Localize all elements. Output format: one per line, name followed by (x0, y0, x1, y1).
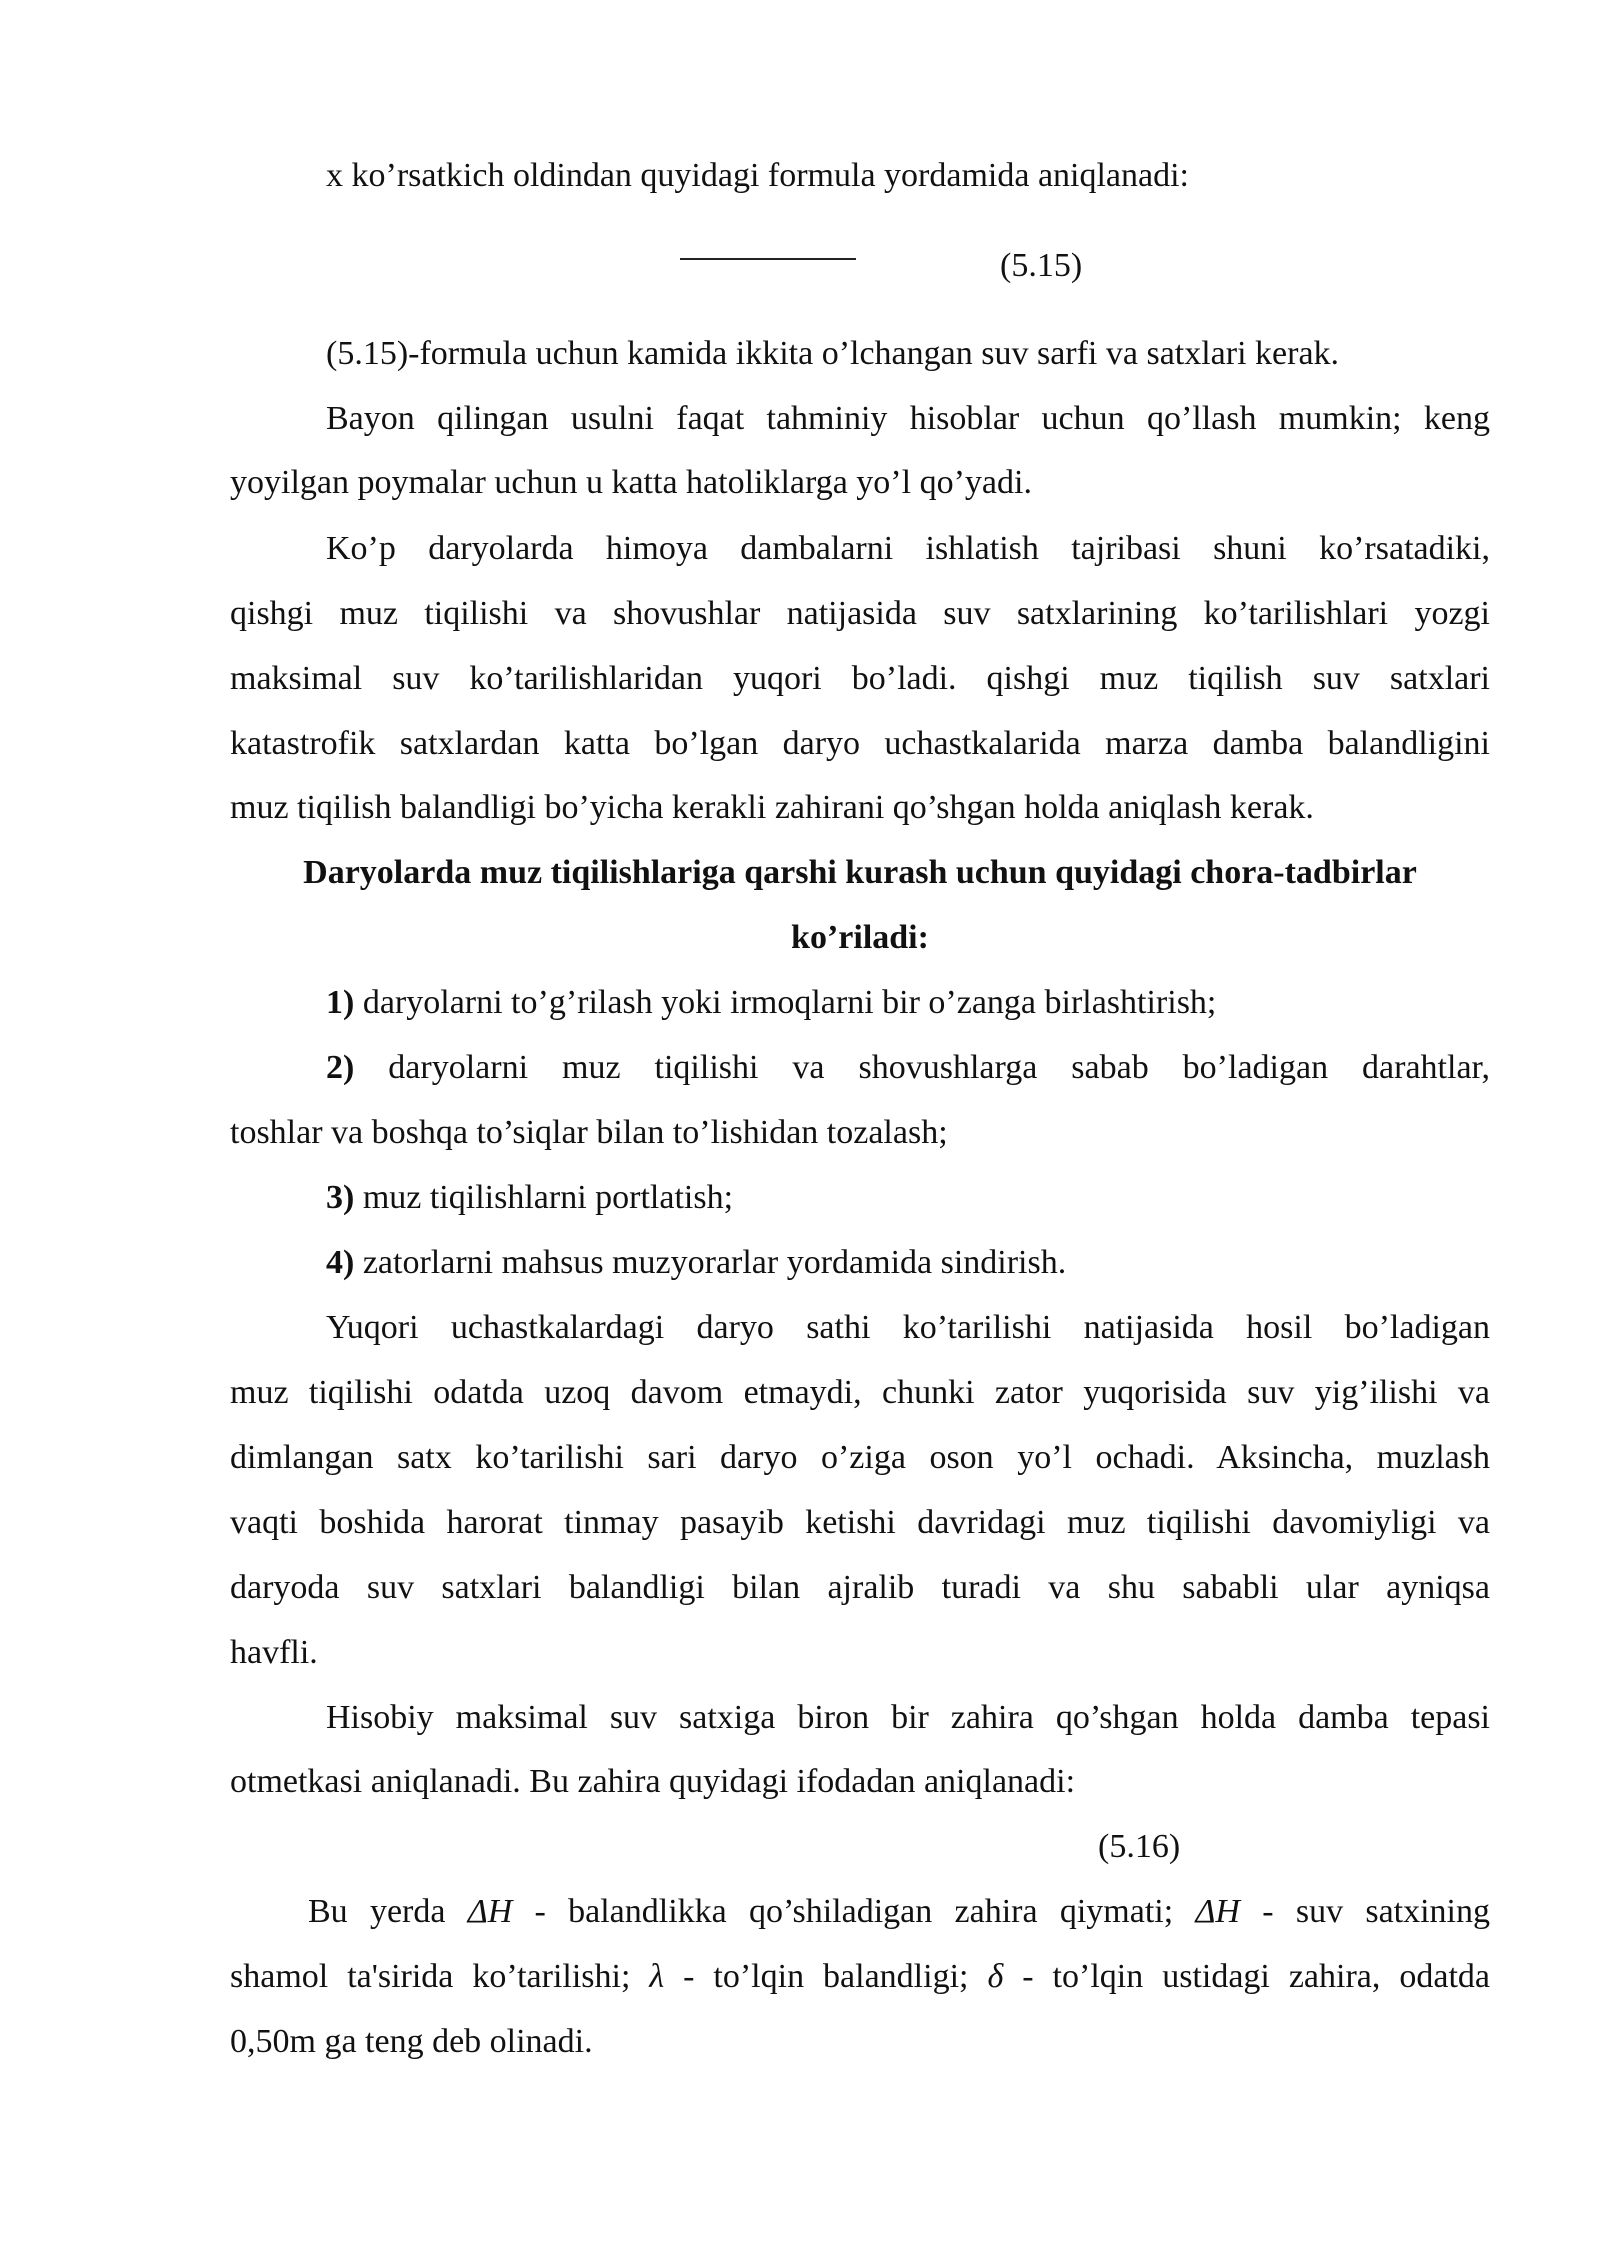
list-number: 2) (326, 1049, 355, 1086)
list-item (326, 1178, 1490, 1218)
lambda-symbol: λ (649, 1958, 665, 1995)
list-item-text: muz tiqilishlarni portlatish; (354, 1179, 734, 1216)
text-run: - suv satxining (1239, 1893, 1491, 1930)
equation-number-5-16: (5.16) (1098, 1828, 1181, 1865)
paragraph-line (308, 1892, 1490, 1932)
paragraph-line: dimlangan satx ko’tarilishi sari daryo o’ziga oson yo’l ochadi. Aksincha, muzlash (230, 1439, 1490, 1476)
list-number: 3) (326, 1179, 355, 1216)
section-heading-line: Daryolarda muz tiqilishlariga qarshi kurash uchun quyidagi chora-tadbirlar (303, 854, 1417, 891)
paragraph-line: qishgi muz tiqilishi va shovushlar natijasida suv satxlarining ko’tarilishlari yozgi (230, 595, 1490, 632)
document-page (230, 0, 1490, 2262)
paragraph-line: maksimal suv ko’tarilishlaridan yuqori bo’ladi. qishgi muz tiqilish suv satxlari (230, 660, 1490, 697)
delta-symbol: δ (987, 1958, 1004, 1995)
paragraph-line: yoyilgan poymalar uchun u katta hatoliklarga yo’l qo’yadi. (230, 464, 1032, 501)
paragraph-line: otmetkasi aniqlanadi. Bu zahira quyidagi ifodadan aniqlanadi: (230, 1763, 1076, 1800)
paragraph-line: x ko’rsatkich oldindan quyidagi formula yordamida aniqlanadi: (326, 157, 1189, 194)
list-item-text: zatorlarni mahsus muzyorarlar yordamida sindirish. (354, 1244, 1067, 1281)
paragraph-line: muz tiqilishi odatda uzoq davom etmaydi, chunki zator yuqorisida suv yig’ilishi va (230, 1374, 1490, 1411)
list-item (326, 1243, 1490, 1283)
list-item (326, 983, 1490, 1023)
paragraph-line: Yuqori uchastkalardagi daryo sathi ko’tarilishi natijasida hosil bo’ladigan (326, 1309, 1490, 1346)
text-run: - to’lqin ustidagi zahira, odatda (1003, 1958, 1490, 1995)
paragraph-line: katastrofik satxlardan katta bo’lgan daryo uchastkalarida marza damba balandligini (230, 725, 1490, 762)
delta-h-symbol: ΔH (1195, 1893, 1240, 1930)
formula-5-15-fraction-bar (680, 258, 856, 260)
paragraph-line (230, 1957, 1490, 1997)
text-run: - to’lqin balandligi; (664, 1958, 988, 1995)
list-item-continuation: toshlar va boshqa to’siqlar bilan to’lishidan tozalash; (230, 1114, 948, 1151)
equation-number-5-15: (5.15) (1000, 247, 1083, 284)
delta-h-symbol: ΔH (467, 1893, 513, 1930)
paragraph-line: Bayon qilingan usulni faqat tahminiy hisoblar uchun qo’llash mumkin; keng (326, 400, 1490, 437)
paragraph-line: muz tiqilish balandligi bo’yicha kerakli zahirani qo’shgan holda aniqlash kerak. (230, 789, 1314, 826)
text-run: - balandlikka qo’shiladigan zahira qiymati; (512, 1893, 1196, 1930)
paragraph-line: 0,50m ga teng deb olinadi. (230, 2023, 593, 2060)
paragraph-line: havfli. (230, 1634, 318, 1671)
text-run: shamol ta'sirida ko’tarilishi; (230, 1958, 650, 1995)
list-number: 1) (326, 984, 355, 1021)
paragraph-line: (5.15)-formula uchun kamida ikkita o’lchangan suv sarfi va satxlari kerak. (326, 335, 1340, 372)
list-item-text: daryolarni to’g’rilash yoki irmoqlarni bir o’zanga birlashtirish; (354, 984, 1217, 1021)
paragraph-line: Hisobiy maksimal suv satxiga biron bir zahira qo’shgan holda damba tepasi (326, 1699, 1490, 1736)
list-item-text: daryolarni muz tiqilishi va shovushlarga sabab bo’ladigan darahtlar, (354, 1049, 1490, 1086)
text-run: Bu yerda (308, 1893, 468, 1930)
list-item (326, 1048, 1490, 1088)
paragraph-line: daryoda suv satxlari balandligi bilan ajralib turadi va shu sababli ular ayniqsa (230, 1569, 1490, 1606)
list-number: 4) (326, 1244, 355, 1281)
section-heading-line: ko’riladi: (791, 919, 929, 956)
paragraph-line: Ko’p daryolarda himoya dambalarni ishlatish tajribasi shuni ko’rsatadiki, (326, 530, 1490, 567)
paragraph-line: vaqti boshida harorat tinmay pasayib ketishi davridagi muz tiqilishi davomiyligi va (230, 1504, 1490, 1541)
